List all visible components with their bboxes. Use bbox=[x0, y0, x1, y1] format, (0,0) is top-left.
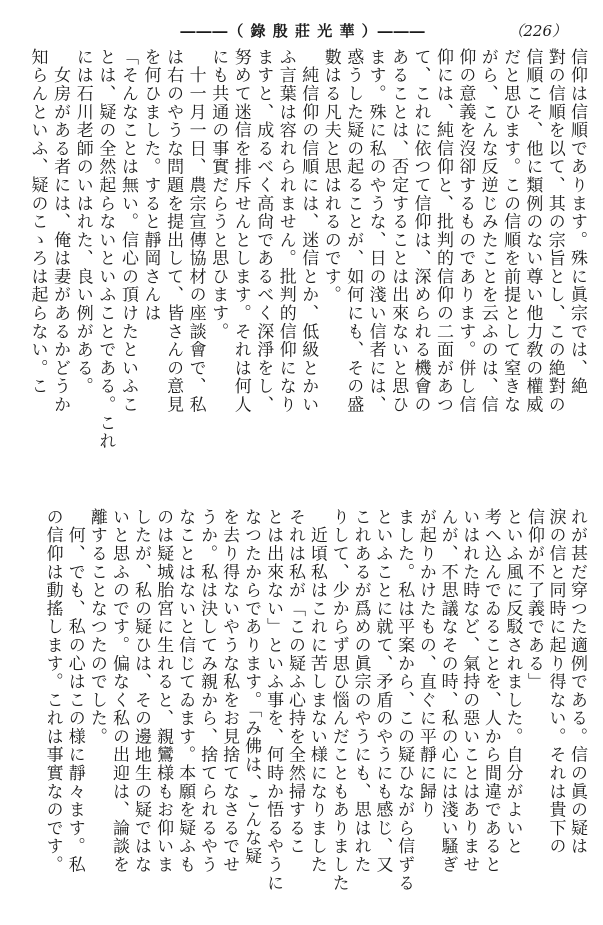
text-column: といふことに就て、矛盾のやうにも感じ、又 bbox=[372, 508, 393, 874]
text-column: にも共通の事實だらうと思ひます。 bbox=[208, 48, 229, 341]
text-column: 十一月一日、農宗宣傳協材の座談會で、私 bbox=[185, 48, 206, 414]
text-column: だと思ひます。この信順を前提として窒きな bbox=[500, 48, 521, 414]
text-column: 數はる凡夫と思はれるのです。 bbox=[320, 48, 341, 305]
text-column: いはれた時など、氣持の惡いことはありませ bbox=[459, 508, 480, 874]
page-number: （226） bbox=[508, 22, 567, 40]
text-column: んが、不思議なその時、私の心には淺い騷ぎ bbox=[437, 508, 458, 874]
text-column: がら、こんな反逆じみたことを云ふのは、信 bbox=[477, 48, 498, 414]
text-column: には石川老師のいはれた、良い例がある。 bbox=[72, 48, 93, 396]
top-text-block bbox=[26, 48, 588, 472]
text-column: あることは、否定することは出來ないと思ひ bbox=[388, 48, 409, 414]
text-column: いと思ふのです。偏なく私の出迎は、論談を bbox=[108, 508, 129, 874]
text-column: 淚の信と同時に起り得ない。それは貴下の bbox=[545, 508, 566, 856]
text-column: れが甚だ穿つた適例である。信の眞の疑は bbox=[567, 508, 587, 856]
page-header bbox=[0, 16, 603, 46]
text-column: ますと、成るべく高尙であるべく深淨をし、 bbox=[253, 48, 274, 414]
text-column: ます。殊に私のやうな、日の淺い信者には、 bbox=[365, 48, 386, 414]
text-column: なつたからであります。「み佛は、こんな疑 bbox=[241, 508, 262, 866]
text-column: 「そんなことは無い。信心の頂けたといふこ bbox=[117, 48, 138, 414]
text-column: ました。私は平案から、この疑ひながら信ずる bbox=[394, 508, 415, 893]
text-column: を何ひました。すると靜岡さんは bbox=[140, 48, 161, 323]
text-column: 離することなつたのでした。 bbox=[86, 508, 107, 746]
text-column: て、これに依つて信仰は、深められる機會の bbox=[410, 48, 431, 414]
text-column: の信仰は動搖します。これは事實なのです。 bbox=[42, 508, 63, 874]
text-column: 對の信順を以て、其の宗旨とし、この絶對の bbox=[544, 48, 565, 414]
text-column: それは私が「この疑ふ心持を全然掃するこ bbox=[285, 508, 305, 856]
text-column: 仰の意義を沒卻するものであります。併し信 bbox=[455, 48, 476, 414]
text-column: は右のやうな問題を提出して、皆さんの意見 bbox=[163, 48, 184, 414]
running-title: ―――（ 錄 殷 莊 光 華 ）――― bbox=[180, 22, 426, 40]
text-column: を去り得ないやうな私をお見捨てなさるでせ bbox=[219, 508, 240, 874]
column-gap bbox=[26, 508, 41, 910]
text-column: ふ言葉は容れられません。批判的信仰になり bbox=[275, 48, 296, 414]
text-column: が起りかけたもの、直ぐに平靜に歸り bbox=[415, 508, 436, 819]
text-column: といふ風に反駁されました。自分がよいと bbox=[502, 508, 523, 856]
text-column: 努めて迷信を排斥せんとします。それは何人 bbox=[230, 48, 251, 414]
text-column: したが、私の疑ひは、その邊地生の疑ではな bbox=[131, 508, 152, 874]
bottom-text-block bbox=[26, 508, 588, 910]
text-column: りして、少からず思ひ惱んだこともありました bbox=[328, 508, 349, 893]
text-column: のは疑城胎宮に生れると、親鸞様もお仰いま bbox=[153, 508, 174, 874]
text-column: 何、でも、私の心はこの様に靜々ます。私 bbox=[64, 508, 85, 874]
text-column: とは、疑の全然起らないといふことである。これ bbox=[95, 48, 116, 451]
text-column: 近頃私はこれに苦しまない様になりました bbox=[306, 508, 327, 874]
text-column: 女房がある者には、俺は妻があるかどうか bbox=[50, 48, 71, 414]
text-column: 信仰が不了義である」 bbox=[524, 508, 544, 691]
text-column: これあるが爲めの眞宗のやうにも、思はれた bbox=[350, 508, 371, 874]
text-column: 考へ込んでゐることを、人から間違であると bbox=[480, 508, 501, 874]
text-column: 仰には、純信仰と、批判的信仰の二面があつ bbox=[432, 48, 453, 414]
text-column: 純信仰の信順には、迷信とか、低級とかい bbox=[298, 48, 319, 414]
text-column: 信順こそ、他に類例のない尊い他力敎の權威 bbox=[522, 48, 543, 414]
text-column: なことはないと信じてゐます。本願を疑ふも bbox=[175, 508, 196, 874]
text-column: 信仰は信順であります。殊に眞宗では、絶 bbox=[567, 48, 587, 396]
text-column: うか。私は決してみ親から、捨てられるやう bbox=[197, 508, 218, 874]
text-column: とは出來ない」といふ事を、何時か悟るやうに bbox=[263, 508, 284, 893]
text-column: 惑うした疑の起ることが、如何にも、その盛 bbox=[343, 48, 364, 414]
text-column: 知らんといふ、疑のこゝろは起らない。こ bbox=[27, 48, 48, 396]
